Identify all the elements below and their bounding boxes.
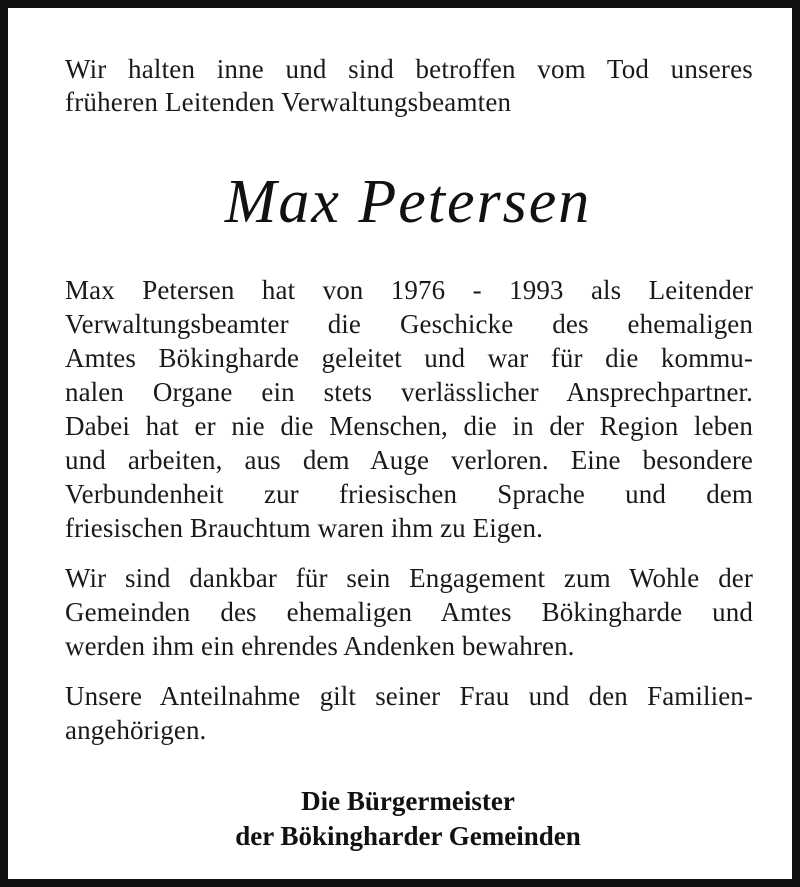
- signature-line: der Bökingharder Gemeinden: [235, 821, 581, 851]
- text-line: Amtes Bökingharde geleitet und war für die kommu-: [65, 343, 753, 373]
- obituary-body: [65, 273, 753, 763]
- paragraph-tenure: [65, 273, 753, 545]
- text-line: Verbundenheit zur friesischen Sprache und dem: [65, 479, 753, 509]
- intro-text: [65, 53, 753, 119]
- text-line: Max Petersen hat von 1976 - 1993 als Leitender: [65, 275, 753, 305]
- signature: [8, 784, 800, 854]
- intro-line: früheren Leitenden Verwaltungsbeamten: [65, 87, 512, 117]
- text-line: nalen Organe ein stets verlässlicher Ansprechpartner.: [65, 377, 753, 407]
- text-line: Gemeinden des ehemaligen Amtes Bökingharde und: [65, 597, 753, 627]
- text-line: werden ihm ein ehrendes Andenken bewahren.: [65, 631, 575, 661]
- paragraph-gratitude: [65, 561, 753, 663]
- text-line: friesischen Brauchtum waren ihm zu Eigen.: [65, 513, 543, 543]
- text-line: Dabei hat er nie die Menschen, die in der Region leben: [65, 411, 753, 441]
- text-line: angehörigen.: [65, 715, 207, 745]
- text-line: Verwaltungsbeamter die Geschicke des ehemaligen: [65, 309, 753, 339]
- text-line: und arbeiten, aus dem Auge verloren. Eine besondere: [65, 445, 753, 475]
- paragraph-condolence: [65, 679, 753, 747]
- text-line: Wir sind dankbar für sein Engagement zum Wohle der: [65, 563, 753, 593]
- intro-line: Wir halten inne und sind betroffen vom Tod unseres: [65, 54, 753, 84]
- text-line: Unsere Anteilnahme gilt seiner Frau und den Familien-: [65, 681, 753, 711]
- signature-line: Die Bürgermeister: [301, 786, 515, 816]
- deceased-name: Max Petersen: [224, 168, 592, 236]
